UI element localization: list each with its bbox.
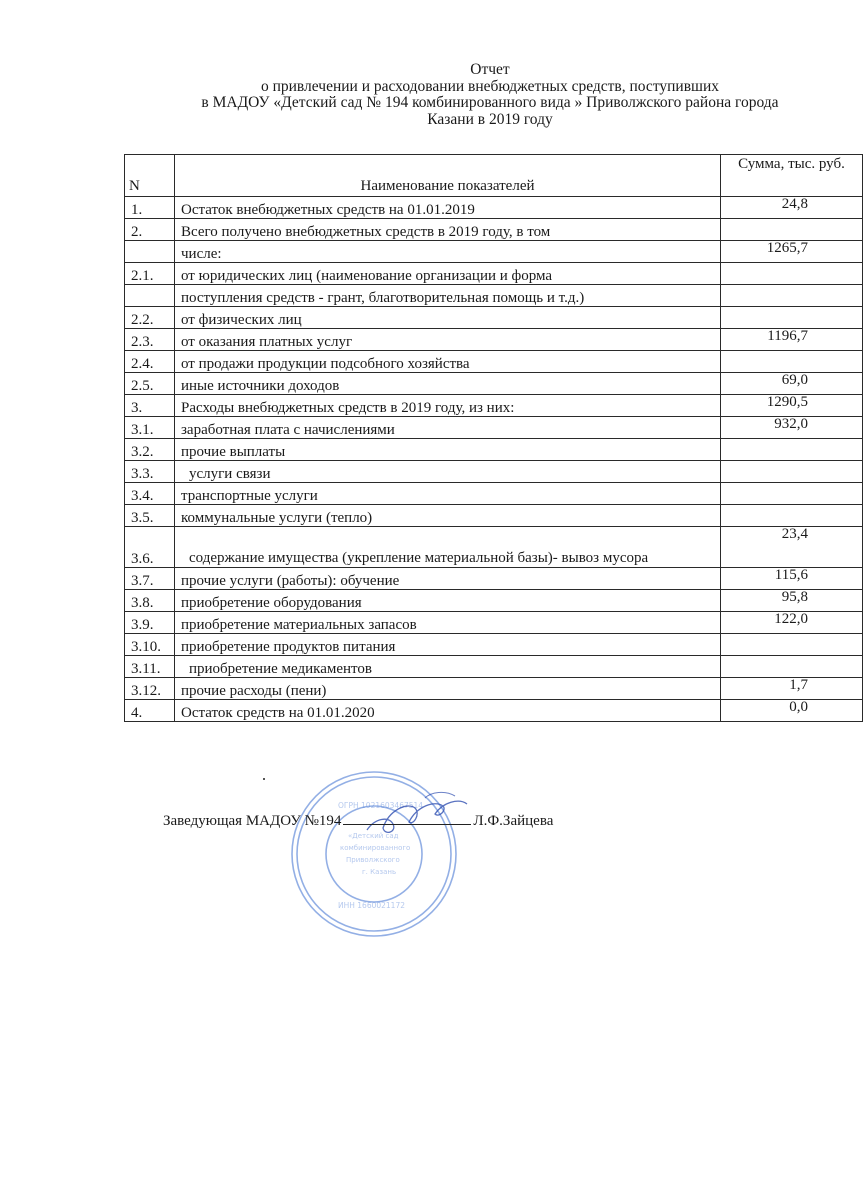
svg-text:г. Казань: г. Казань <box>362 868 397 876</box>
row-number: 3.3. <box>125 461 175 483</box>
row-number: 2.4. <box>125 351 175 373</box>
report-title <box>120 62 860 128</box>
row-number: 3.8. <box>125 590 175 612</box>
row-indicator-name: от продажи продукции подсобного хозяйства <box>175 351 721 373</box>
table-row <box>125 483 863 505</box>
row-sum <box>721 263 863 285</box>
row-indicator-name: от физических лиц <box>175 307 721 329</box>
table-row <box>125 307 863 329</box>
row-sum: 69,0 <box>721 373 863 395</box>
title-line-2: о привлечении и расходовании внебюджетных средств, поступивших <box>260 77 720 95</box>
row-number: 3. <box>125 395 175 417</box>
row-number: 3.10. <box>125 634 175 656</box>
row-number: 2.2. <box>125 307 175 329</box>
row-sum: 95,8 <box>721 590 863 612</box>
row-sum <box>721 634 863 656</box>
table-row <box>125 505 863 527</box>
table-row <box>125 417 863 439</box>
row-indicator-name: прочие выплаты <box>175 439 721 461</box>
row-sum: 1196,7 <box>721 329 863 351</box>
row-indicator-name: приобретение материальных запасов <box>175 612 721 634</box>
table-row <box>125 612 863 634</box>
table-row <box>125 590 863 612</box>
table-row <box>125 461 863 483</box>
row-indicator-name: иные источники доходов <box>175 373 721 395</box>
row-number: 3.1. <box>125 417 175 439</box>
row-sum <box>721 505 863 527</box>
row-sum: 23,4 <box>721 527 863 568</box>
row-number: 2.5. <box>125 373 175 395</box>
row-number <box>125 241 175 263</box>
row-indicator-name: коммунальные услуги (тепло) <box>175 505 721 527</box>
row-indicator-name: Расходы внебюджетных средств в 2019 году, из них: <box>175 395 721 417</box>
table-row <box>125 241 863 263</box>
svg-text:Приволжского: Приволжского <box>346 856 400 864</box>
table-row <box>125 285 863 307</box>
row-indicator-name: транспортные услуги <box>175 483 721 505</box>
table-row <box>125 351 863 373</box>
row-sum <box>721 351 863 373</box>
row-indicator-name: приобретение продуктов питания <box>175 634 721 656</box>
row-indicator-name: прочие услуги (работы): обучение <box>175 568 721 590</box>
row-indicator-name: Остаток внебюджетных средств на 01.01.2019 <box>175 197 721 219</box>
signature-line <box>163 810 553 830</box>
title-line-4: Казани в 2019 году <box>427 110 553 128</box>
table-header-row <box>125 155 863 197</box>
row-indicator-name: Всего получено внебюджетных средств в 2019 году, в том <box>175 219 721 241</box>
row-indicator-name: от оказания платных услуг <box>175 329 721 351</box>
row-indicator-name: приобретение оборудования <box>175 590 721 612</box>
table-row <box>125 395 863 417</box>
table-row <box>125 678 863 700</box>
row-indicator-name: от юридических лиц (наименование организации и форма <box>175 263 721 285</box>
svg-text:комбинированного: комбинированного <box>340 844 411 852</box>
row-sum <box>721 285 863 307</box>
row-number: 3.6. <box>125 527 175 568</box>
row-number: 2. <box>125 219 175 241</box>
row-number: 3.9. <box>125 612 175 634</box>
table-row <box>125 329 863 351</box>
row-number: 4. <box>125 700 175 722</box>
row-sum: 932,0 <box>721 417 863 439</box>
header-num: N <box>125 155 175 197</box>
row-indicator-name: прочие расходы (пени) <box>175 678 721 700</box>
header-sum: Сумма, тыс. руб. <box>721 155 863 197</box>
row-sum: 1265,7 <box>721 241 863 263</box>
row-number: 3.2. <box>125 439 175 461</box>
row-sum <box>721 307 863 329</box>
row-number <box>125 285 175 307</box>
row-sum: 122,0 <box>721 612 863 634</box>
row-indicator-name: Остаток средств на 01.01.2020 <box>175 700 721 722</box>
table-row <box>125 656 863 678</box>
report-table <box>124 154 863 722</box>
row-sum <box>721 461 863 483</box>
table-row <box>125 634 863 656</box>
row-number: 1. <box>125 197 175 219</box>
table-row <box>125 219 863 241</box>
title-line-1: Отчет <box>470 61 510 78</box>
row-sum <box>721 219 863 241</box>
stray-mark <box>263 778 265 780</box>
table-row <box>125 197 863 219</box>
row-number: 2.3. <box>125 329 175 351</box>
row-sum <box>721 483 863 505</box>
row-sum: 1290,5 <box>721 395 863 417</box>
row-sum <box>721 656 863 678</box>
table-row <box>125 373 863 395</box>
svg-text:ОГРН 1021603467514: ОГРН 1021603467514 <box>338 801 424 810</box>
row-sum: 24,8 <box>721 197 863 219</box>
row-sum: 1,7 <box>721 678 863 700</box>
row-number: 2.1. <box>125 263 175 285</box>
header-name: Наименование показателей <box>175 155 721 197</box>
row-indicator-name: поступления средств - грант, благотворительная помощь и т.д.) <box>175 285 721 307</box>
table-row <box>125 439 863 461</box>
row-indicator-name: заработная плата с начислениями <box>175 417 721 439</box>
row-indicator-name: числе: <box>175 241 721 263</box>
table-row <box>125 263 863 285</box>
row-indicator-name: услуги связи <box>175 461 721 483</box>
signature-blank <box>343 810 471 825</box>
svg-text:«Детский сад: «Детский сад <box>348 832 399 840</box>
title-line-3: в МАДОУ «Детский сад № 194 комбинированного вида » Приволжского района города <box>201 94 779 111</box>
row-number: 3.4. <box>125 483 175 505</box>
row-sum <box>721 439 863 461</box>
row-indicator-name: содержание имущества (укрепление материальной базы)- вывоз мусора <box>175 527 721 568</box>
table-row <box>125 527 863 568</box>
svg-text:ИНН 1660021172: ИНН 1660021172 <box>338 901 405 910</box>
row-sum: 115,6 <box>721 568 863 590</box>
row-number: 3.5. <box>125 505 175 527</box>
row-number: 3.12. <box>125 678 175 700</box>
table-row <box>125 700 863 722</box>
signatory-name: Л.Ф.Зайцева <box>473 813 554 829</box>
row-number: 3.11. <box>125 656 175 678</box>
row-number: 3.7. <box>125 568 175 590</box>
row-sum: 0,0 <box>721 700 863 722</box>
signatory-position: Заведующая МАДОУ №194 <box>163 813 342 829</box>
row-indicator-name: приобретение медикаментов <box>175 656 721 678</box>
table-row <box>125 568 863 590</box>
